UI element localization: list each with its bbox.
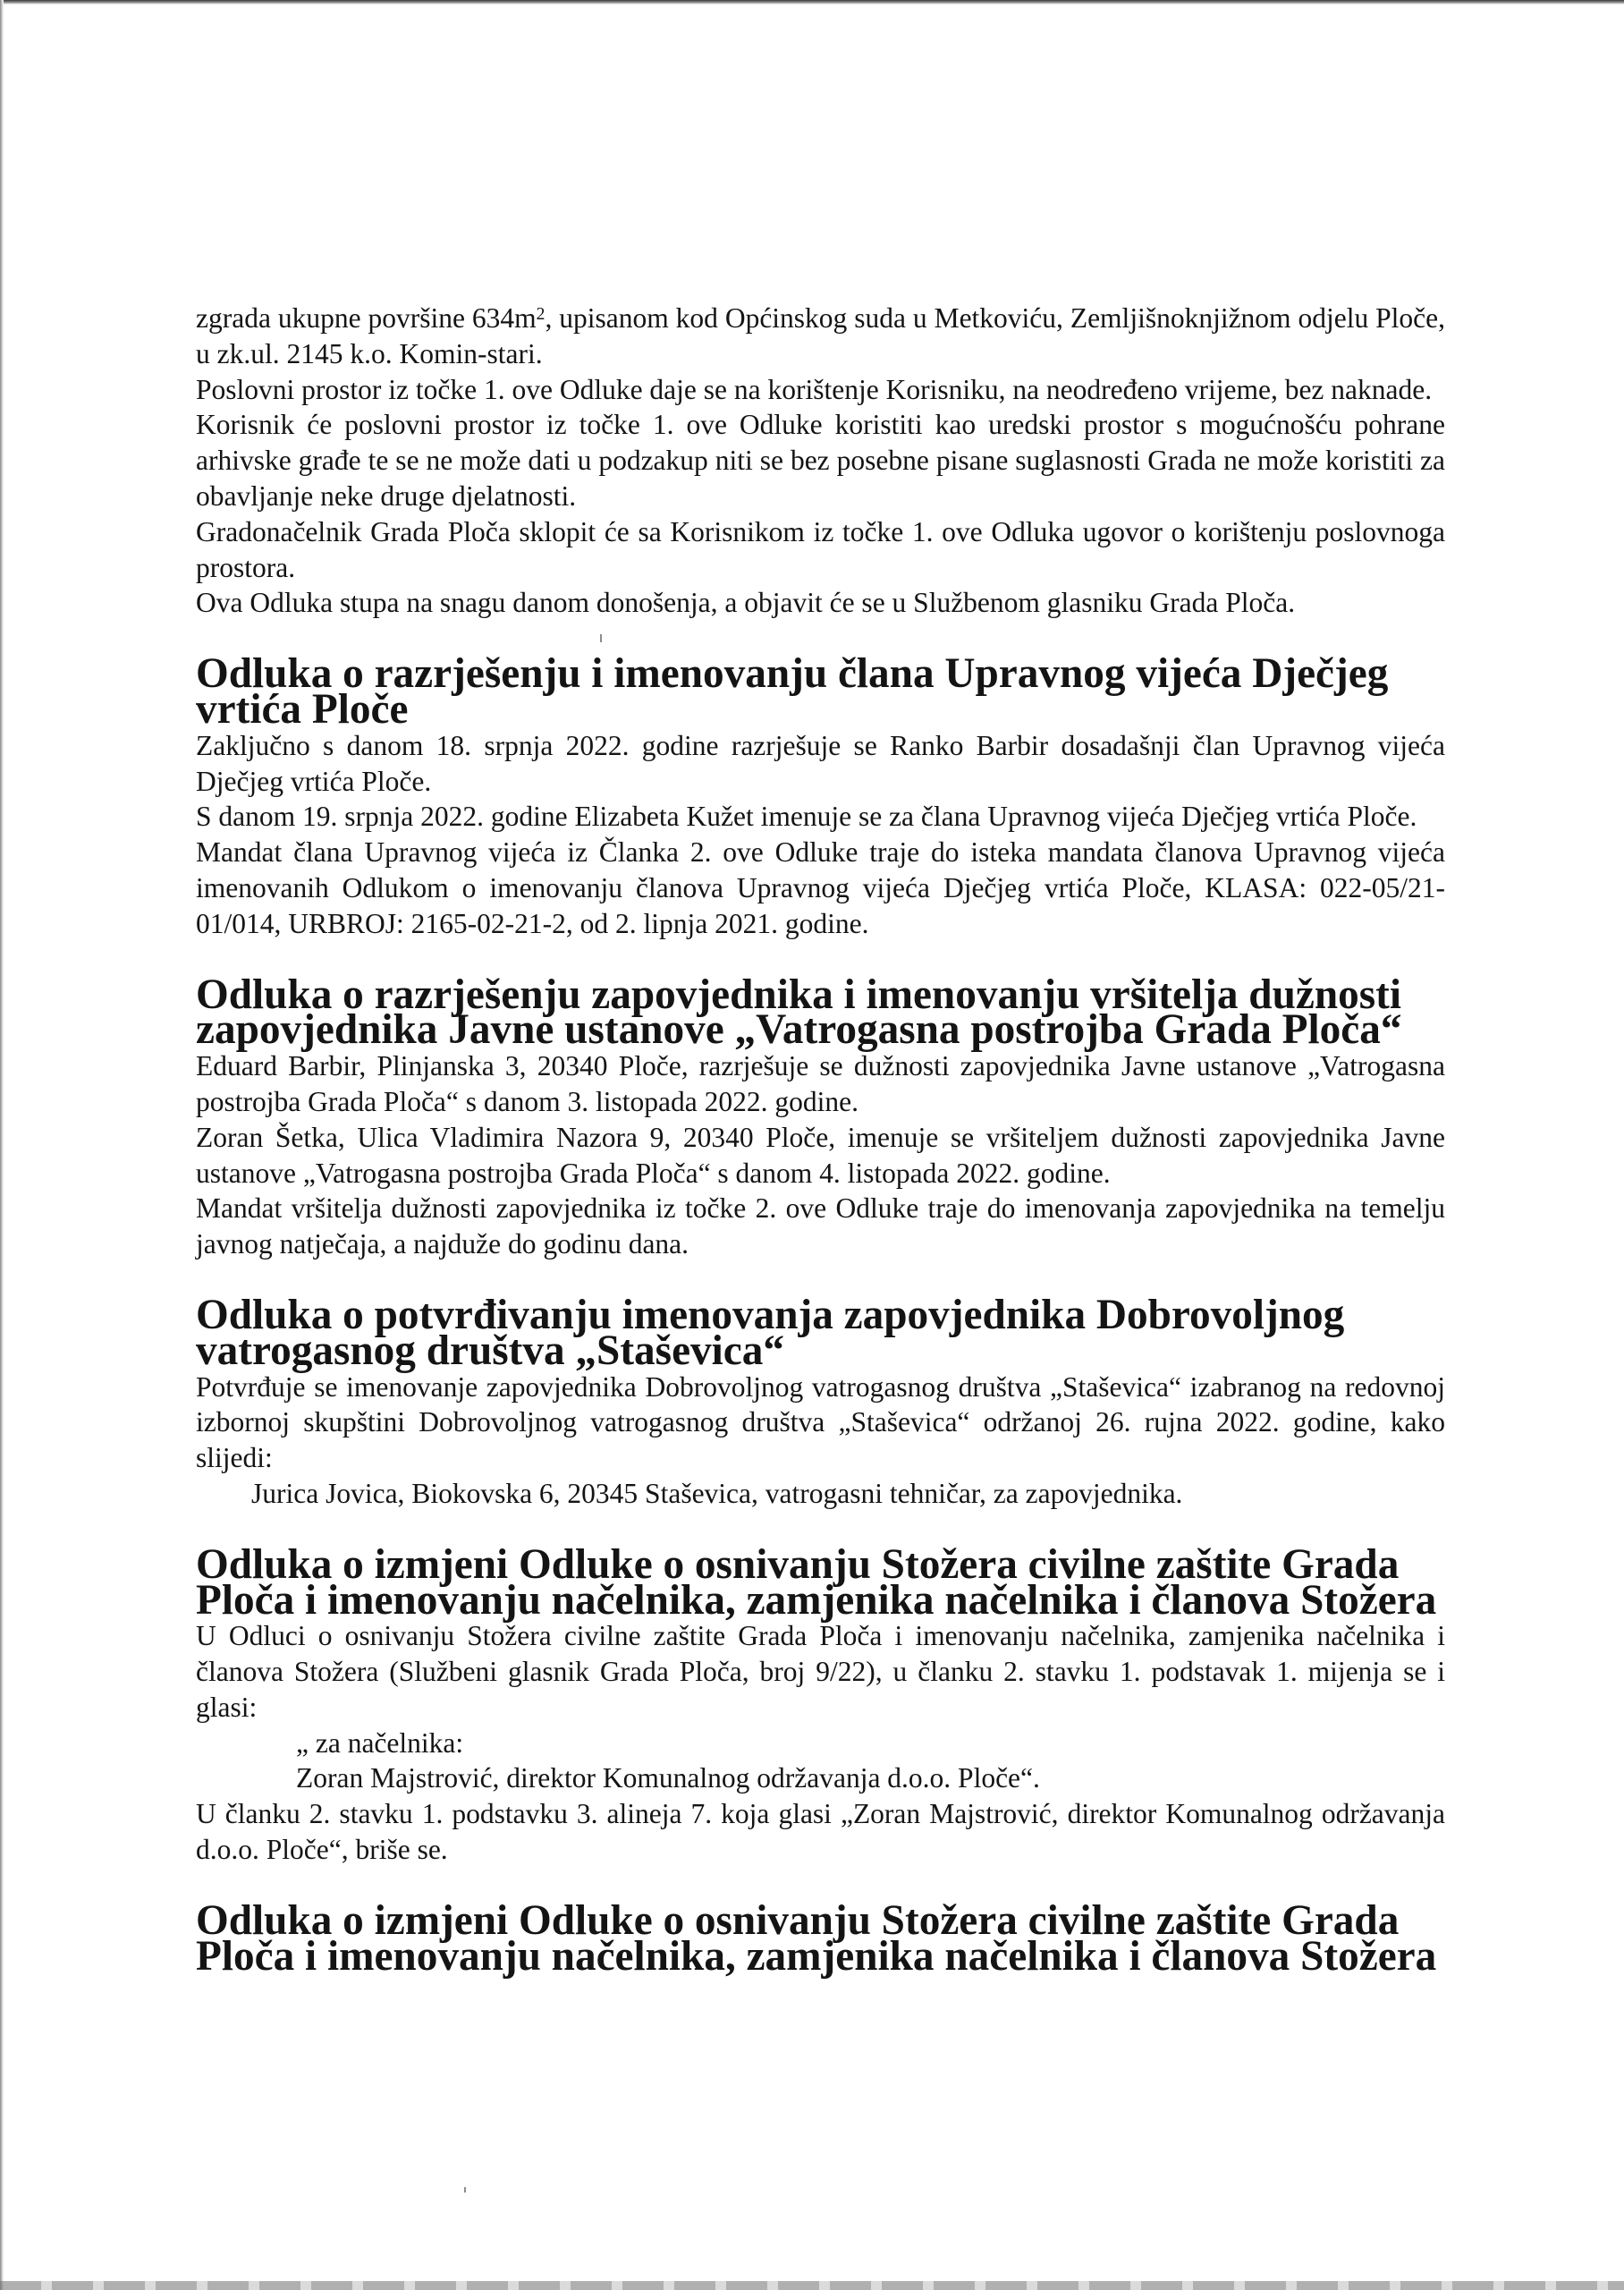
section-volunteer-fire-society: [196, 1291, 1445, 1512]
section-paragraph: Mandat člana Upravnog vijeća iz Članka 2. ove Odluke traje do isteka mandata članova Upravnog vijeća imenovanih Odlukom o imenovanju članova Upravnog vijeća Dječjeg vrtića Ploče, KLASA: 022-05/21-01/014, URBROJ: 2165-02-21-2, od 2. lipnja 2021. godine.: [196, 836, 1445, 939]
section-paragraph: U članku 2. stavku 1. podstavku 3. alineja 7. koja glasi „Zoran Majstrović, direktor Komunalnog održavanja d.o.o. Ploče“, briše se.: [196, 1798, 1445, 1866]
section-heading: Odluka o izmjeni Odluke o osnivanju Stožera civilne zaštite Grada Ploča i imenovanju načelnika, zamjenika načelnika i članova Stožera: [196, 1896, 1437, 1980]
intro-paragraph-5: Ova Odluka stupa na snagu danom donošenja, a objavit će se u Službenom glasniku Grada Ploča.: [196, 587, 1296, 619]
intro-text-part: zgrada ukupne površine 634m: [196, 302, 537, 334]
quoted-line: „ za načelnika:: [296, 1726, 464, 1759]
scan-speck: [464, 2187, 466, 2192]
section-kindergarten-council: [196, 650, 1445, 941]
section-paragraph: Eduard Barbir, Plinjanska 3, 20340 Ploče, razrješuje se dužnosti zapovjednika Javne ustanove „Vatrogasna postrojba Grada Ploča“ s danom 3. listopada 2022. godine.: [196, 1050, 1445, 1117]
scan-left-edge: [0, 0, 4, 2290]
section-paragraph: Mandat vršitelja dužnosti zapovjednika iz točke 2. ove Odluke traje do imenovanja zapovjednika na temelju javnog natječaja, a najduže do godinu dana.: [196, 1192, 1445, 1260]
section-heading: Odluka o razrješenju zapovjednika i imenovanju vršitelja dužnosti zapovjednika Javne ustanove „Vatrogasna postrojba Grada Ploča“: [196, 971, 1402, 1054]
superscript-2: 2: [536, 305, 546, 325]
section-paragraph: Zaključno s danom 18. srpnja 2022. godine razrješuje se Ranko Barbir dosadašnji član Upravnog vijeća Dječjeg vrtića Ploče.: [196, 729, 1445, 797]
intro-text-part: , upisanom kod Općinskog suda u Metkoviću, Zemljišnoknjižnom odjelu Ploče, u zk.ul. 2145 k.o. Komin-stari.: [196, 302, 1445, 369]
quoted-line: Zoran Majstrović, direktor Komunalnog održavanja d.o.o. Ploče“.: [296, 1762, 1040, 1794]
scan-bottom-edge: [0, 2281, 1624, 2290]
section-paragraph: Zoran Šetka, Ulica Vladimira Nazora 9, 20340 Ploče, imenuje se vršiteljem dužnosti zapovjednika Javne ustanove „Vatrogasna postrojba Grada Ploča“ s danom 4. listopada 2022. godine.: [196, 1121, 1445, 1189]
intro-section: [196, 301, 1445, 621]
intro-paragraph-1: [196, 301, 1445, 372]
section-paragraph: U Odluci o osnivanju Stožera civilne zaštite Grada Ploča i imenovanju načelnika, zamjenika načelnika i članova Stožera (Službeni glasnik Grada Ploča, broj 9/22), u članku 2. stavku 1. podstavak 1. mijenja se i glasi:: [196, 1620, 1445, 1723]
section-heading: Odluka o izmjeni Odluke o osnivanju Stožera civilne zaštite Grada Ploča i imenovanju načelnika, zamjenika načelnika i članova Stožera: [196, 1540, 1437, 1624]
section-heading: Odluka o potvrđivanju imenovanja zapovjednika Dobrovoljnog vatrogasnog društva „Staševica“: [196, 1291, 1345, 1374]
section-heading: Odluka o razrješenju i imenovanju člana Upravnog vijeća Dječjeg vrtića Ploče: [196, 650, 1389, 733]
intro-paragraph-3: Korisnik će poslovni prostor iz točke 1. ove Odluke koristiti kao uredski prostor s mogućnošću pohrane arhivske građe te se ne može dati u podzakup niti se bez posebne pisane suglasnosti Grada ne može koristiti za obavljanje neke druge djelatnosti.: [196, 409, 1445, 512]
intro-paragraph-4: Gradonačelnik Grada Ploča sklopit će sa Korisnikom iz točke 1. ove Odluka ugovor o korištenju poslovnoga prostora.: [196, 515, 1445, 583]
intro-paragraph-2: Poslovni prostor iz točke 1. ove Odluke daje se na korištenje Korisniku, na neodređeno vrijeme, bez naknade.: [196, 373, 1433, 405]
document-page: [196, 301, 1445, 1980]
section-fire-brigade-commander: [196, 971, 1445, 1262]
scan-top-edge: [0, 0, 1624, 4]
section-civil-protection-amendment-2: [196, 1896, 1445, 1980]
section-civil-protection-amendment-1: [196, 1540, 1445, 1868]
section-paragraph: S danom 19. srpnja 2022. godine Elizabeta Kužet imenuje se za člana Upravnog vijeća Dječjeg vrtića Ploče.: [196, 801, 1417, 833]
section-paragraph: Potvrđuje se imenovanje zapovjednika Dobrovoljnog vatrogasnog društva „Staševica“ izabranog na redovnoj izbornoj skupštini Dobrovoljnog vatrogasnog društva „Staševica“ održanoj 26. rujna 2022. godine, kako slijedi:: [196, 1370, 1445, 1474]
appointee-line: Jurica Jovica, Biokovska 6, 20345 Staševica, vatrogasni tehničar, za zapovjednika.: [251, 1477, 1183, 1509]
